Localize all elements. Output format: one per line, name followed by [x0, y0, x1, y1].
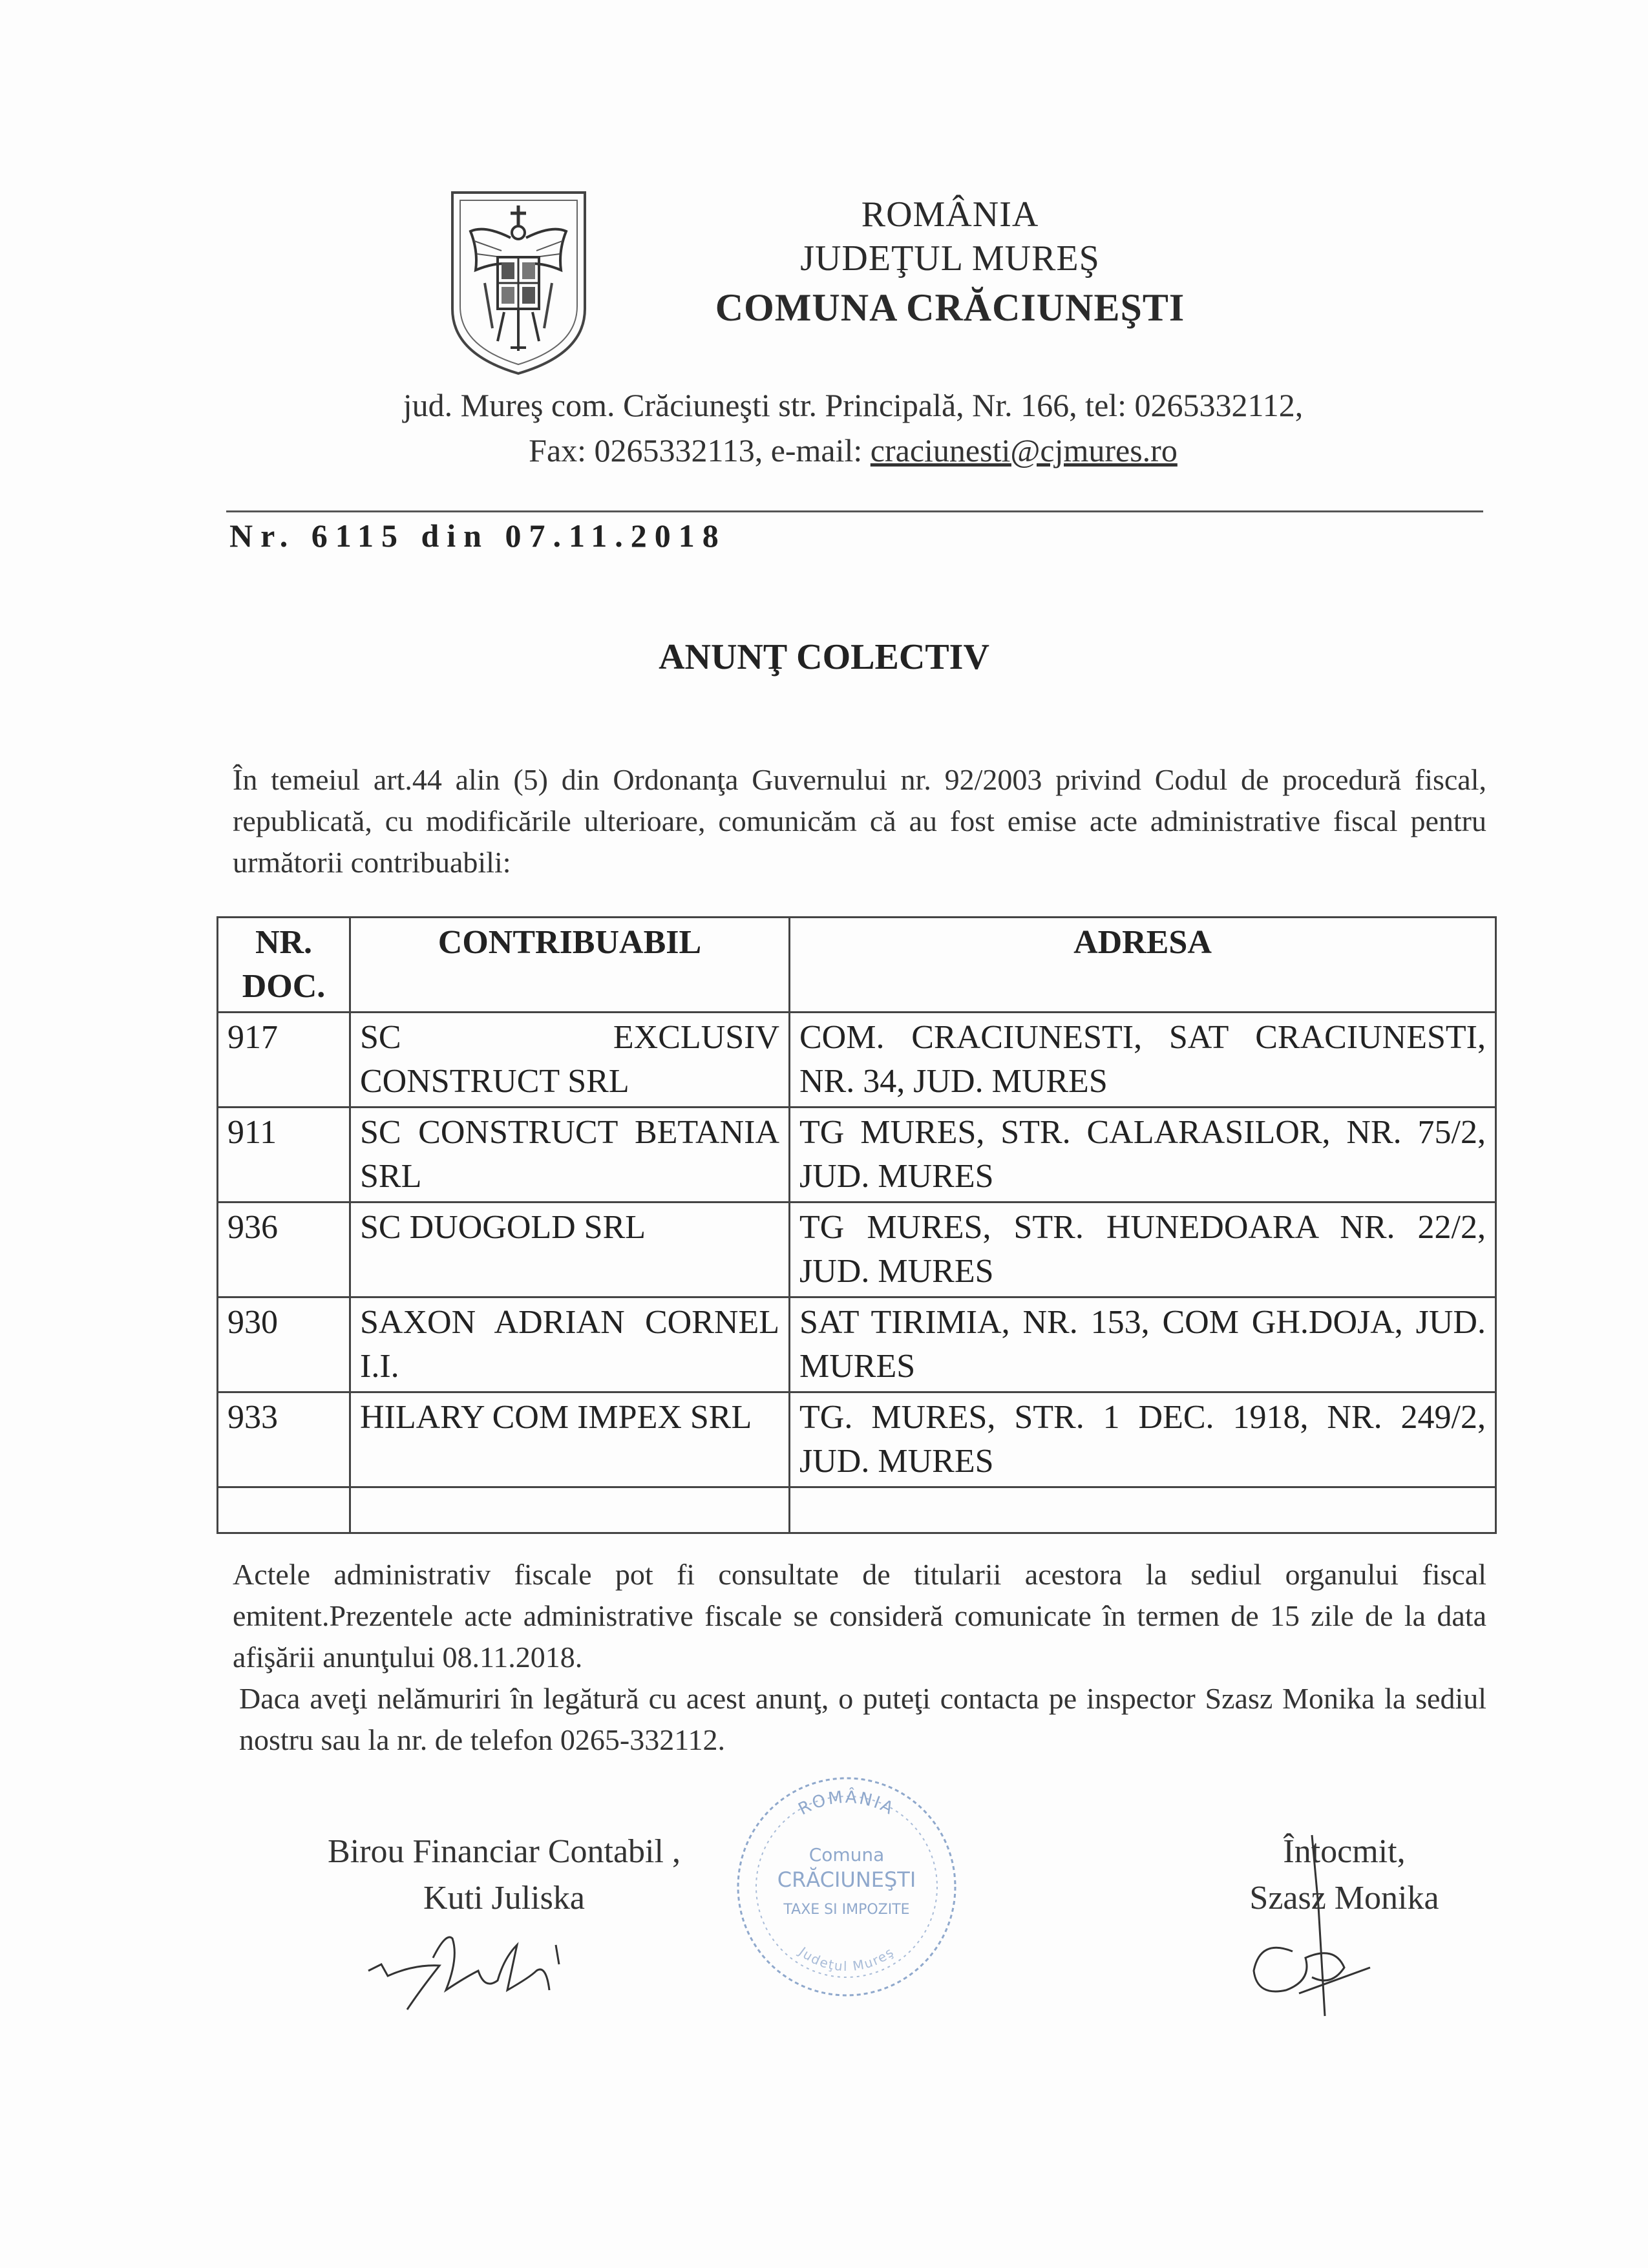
- stamp-line-2: CRĂCIUNEŞTI: [777, 1867, 916, 1892]
- contact-address: jud. Mureş com. Crăciuneşti str. Principală, Nr. 166, tel: 0265332112,: [403, 387, 1304, 423]
- document-number: Nr. 6115 din 07.11.2018: [229, 518, 726, 554]
- table-row-empty: [218, 1487, 1496, 1533]
- cell-contribuabil: SC DUOGOLD SRL: [350, 1202, 790, 1297]
- stamp-line-3: TAXE SI IMPOZITE: [783, 1902, 910, 1918]
- header-county: JUDEŢUL MUREŞ: [800, 238, 1100, 278]
- cell-adresa: TG. MURES, STR. 1 DEC. 1918, NR. 249/2, JUD. MURES: [790, 1392, 1496, 1487]
- stamp-bottom-text: Judeţul Mureş: [796, 1944, 898, 1975]
- signature-left-title: Birou Financiar Contabil ,: [328, 1833, 681, 1870]
- cell-adresa: TG MURES, STR. HUNEDOARA NR. 22/2, JUD. MURES: [790, 1202, 1496, 1297]
- cell-nr-doc: 917: [218, 1013, 350, 1108]
- table-row: [218, 1202, 1496, 1297]
- cell-nr-doc: 911: [218, 1108, 350, 1202]
- signature-right-name: Szasz Monika: [1249, 1880, 1439, 1916]
- column-header-adresa: ADRESA: [790, 918, 1496, 1013]
- table-row: [218, 1392, 1496, 1487]
- email-link[interactable]: craciunesti@cjmures.ro: [870, 432, 1178, 468]
- cell-empty: [218, 1487, 350, 1533]
- signature-left-block: [284, 1829, 724, 1922]
- cell-empty: [790, 1487, 1496, 1533]
- official-stamp: [730, 1770, 963, 2003]
- closing-text: [233, 1554, 1486, 1761]
- closing-paragraph-2: Daca aveţi nelămuriri în legătură cu acest anunţ, o puteţi contacta pe inspector Szasz Monika la sediul nostru sau la nr. de telefon 0265-332112.: [239, 1682, 1486, 1756]
- header-divider: [226, 510, 1483, 512]
- column-header-contribuabil: CONTRIBUABIL: [350, 918, 790, 1013]
- cell-adresa: COM. CRACIUNESTI, SAT CRACIUNESTI, NR. 34, JUD. MURES: [790, 1013, 1496, 1108]
- stamp-top-text: ROMÂNIA: [795, 1787, 898, 1820]
- cell-nr-doc: 930: [218, 1297, 350, 1392]
- cell-adresa: TG MURES, STR. CALARASILOR, NR. 75/2, JUD. MURES: [790, 1108, 1496, 1202]
- contact-fax-email: [233, 432, 1474, 469]
- svg-text:ROMÂNIA: [796, 1787, 898, 1820]
- cell-empty: [350, 1487, 790, 1533]
- cell-contribuabil: HILARY COM IMPEX SRL: [350, 1392, 790, 1487]
- cell-contribuabil: SC EXCLUSIV CONSTRUCT SRL: [350, 1013, 790, 1108]
- column-header-nr-doc: NR. DOC.: [218, 918, 350, 1013]
- table-row: [218, 1297, 1496, 1392]
- signature-right-title: Întocmit,: [1283, 1833, 1406, 1870]
- document-title: ANUNŢ COLECTIV: [659, 637, 989, 677]
- signature-left-name: Kuti Juliska: [423, 1880, 585, 1916]
- table-row: [218, 1108, 1496, 1202]
- table-header-row: [218, 918, 1496, 1013]
- fax-text: Fax: 0265332113, e-mail:: [529, 432, 871, 468]
- header-commune: COMUNA CRĂCIUNEŞTI: [715, 286, 1185, 329]
- cell-nr-doc: 933: [218, 1392, 350, 1487]
- stamp-line-1: Comuna: [808, 1844, 885, 1865]
- handwritten-signature-left: [362, 1919, 582, 2016]
- cell-adresa: SAT TIRIMIA, NR. 153, COM GH.DOJA, JUD. MURES: [790, 1297, 1496, 1392]
- cell-contribuabil: SAXON ADRIAN CORNEL I.I.: [350, 1297, 790, 1392]
- table-row: [218, 1013, 1496, 1108]
- handwritten-signature-right: [1221, 1829, 1389, 2035]
- cell-nr-doc: 936: [218, 1202, 350, 1297]
- taxpayers-table: [217, 916, 1497, 1534]
- coat-of-arms-icon: [446, 186, 591, 380]
- header-country: ROMÂNIA: [861, 194, 1039, 235]
- intro-paragraph: În temeiul art.44 alin (5) din Ordonanţa Guvernului nr. 92/2003 privind Codul de procedură fiscal, republicată, cu modificările ulterioare, comunicăm că au fost emise acte administrative fiscal pentru următorii contribuabili:: [233, 763, 1486, 879]
- cell-contribuabil: SC CONSTRUCT BETANIA SRL: [350, 1108, 790, 1202]
- closing-paragraph-1: Actele administrativ fiscale pot fi consultate de titularii acestora la sediul organului fiscal emitent.Prezentele acte administrative fiscale se consideră comunicate în termen de 15 zile de la data afişării anunţului 08.11.2018.: [233, 1558, 1486, 1674]
